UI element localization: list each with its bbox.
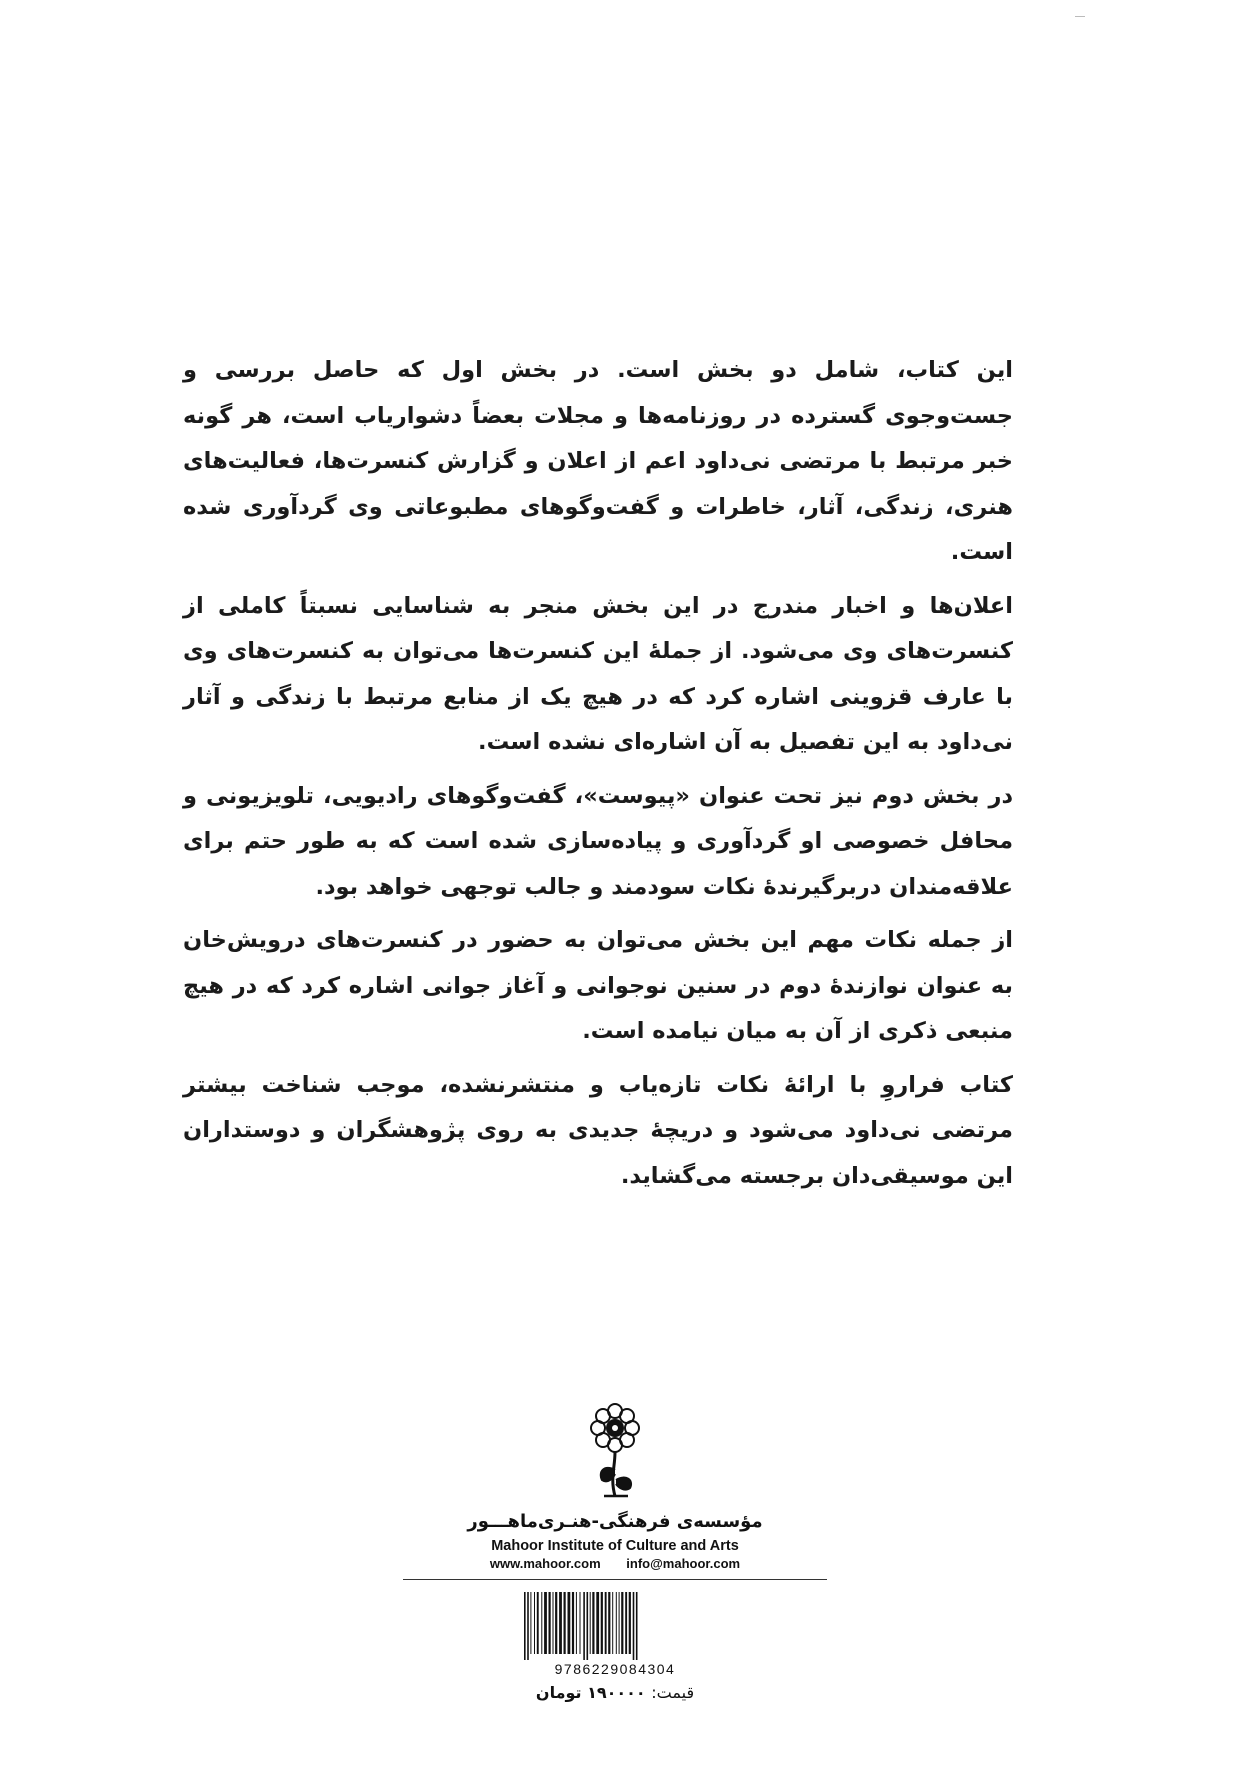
barcode-bar [537, 1592, 539, 1654]
barcode-bar [576, 1592, 577, 1654]
price [400, 1683, 830, 1702]
barcode-bars [520, 1592, 710, 1660]
publisher-block [400, 1398, 830, 1702]
barcode-bar [612, 1592, 613, 1654]
description-paragraph-5: کتاب فراروِ با ارائهٔ نکات تازه‌یاب و منتشرنشده، موجب شناخت بیشتر مرتضی نی‌داود می‌شود و دریچهٔ جدیدی به روی پژوهشگران و دوستداران این موسیقی‌دان برجسته می‌گشاید. [183, 1071, 1013, 1189]
publisher-website: www.mahoor.com [489, 1556, 601, 1571]
barcode-bar [580, 1592, 581, 1654]
book-description [183, 348, 1013, 1207]
description-paragraph-2: اعلان‌ها و اخبار مندرج در این بخش منجر به شناسایی نسبتاً کاملی از کنسرت‌های وی می‌شود. از جملهٔ این کنسرت‌ها می‌توان به کنسرت‌های وی با عارف قزوینی اشاره کرد که در هیچ یک از منابع مرتبط با زندگی و آثار نی‌داود به این تفصیل به آن اشاره‌ای نشده است. [183, 592, 1013, 755]
barcode-bar [549, 1592, 551, 1654]
publisher-email: info@mahoor.com [626, 1556, 741, 1571]
barcode-bar [564, 1592, 566, 1654]
barcode-bar [601, 1592, 603, 1654]
barcode-bar [590, 1592, 591, 1654]
barcode-bar [572, 1592, 574, 1654]
publisher-name-fa: مؤسسه‌ی فرهنگی-هنـری‌ماهـــور [467, 1511, 763, 1532]
barcode-bar [592, 1592, 594, 1654]
barcode-bar [619, 1592, 620, 1654]
barcode-bar [524, 1592, 526, 1660]
barcode-bar [583, 1592, 585, 1660]
barcode-bar [608, 1592, 610, 1654]
price-amount: ۱۹۰۰۰۰ [587, 1683, 646, 1702]
barcode-bar [621, 1592, 623, 1654]
barcode [520, 1592, 710, 1677]
price-label: قیمت: [651, 1683, 695, 1702]
barcode-bar [534, 1592, 535, 1654]
price-currency: تومان [535, 1683, 582, 1702]
publisher-contacts [400, 1556, 830, 1571]
barcode-bar [527, 1592, 529, 1660]
barcode-bar [553, 1592, 554, 1654]
barcode-bar [544, 1592, 547, 1654]
barcode-bar [625, 1592, 627, 1654]
corner-mark [1075, 16, 1085, 17]
barcode-bar [587, 1592, 589, 1660]
barcode-bar [596, 1592, 599, 1654]
barcode-bar [559, 1592, 562, 1654]
separator-line [403, 1579, 827, 1580]
isbn-number: 9786229084304 [554, 1661, 676, 1677]
description-paragraph-4: از جمله نکات مهم این بخش می‌توان به حضور در کنسرت‌های درویش‌خان به عنوان نوازندهٔ دوم در سنین نوجوانی و آغاز جوانی اشاره کرد که در هیچ منبعی ذکری از آن به میان نیامده است. [183, 927, 1013, 1044]
barcode-bar [530, 1592, 531, 1654]
barcode-bar [555, 1592, 557, 1654]
barcode-bar [541, 1592, 542, 1654]
barcode-bar [605, 1592, 607, 1654]
barcode-bar [568, 1592, 571, 1654]
barcode-bar [629, 1592, 631, 1654]
description-paragraph-3: در بخش دوم نیز تحت عنوان «پیوست»، گفت‌وگوهای رادیویی، تلویزیونی و محافل خصوصی او گردآوری و پیاده‌سازی شده است که به طور حتم برای علاقه‌مندان دربرگیرندهٔ نکات سودمند و جالب توجهی خواهد بود. [183, 782, 1013, 900]
barcode-bar [616, 1592, 617, 1654]
barcode-bar [633, 1592, 635, 1660]
description-paragraph-1: این کتاب، شامل دو بخش است. در بخش اول که حاصل بررسی و جست‌وجوی گسترده در روزنامه‌ها و مجلات بعضاً دشواریاب است، هر گونه خبر مرتبط با مرتضی نی‌داود اعم از اعلان و گزارش کنسرت‌ها، فعالیت‌های هنری، زندگی، آثار، خاطرات و گفت‌وگوهای مطبوعاتی وی گردآوری شده است. [183, 357, 1013, 565]
publisher-name-en: Mahoor Institute of Culture and Arts [491, 1538, 739, 1554]
mahoor-flower-logo-icon [580, 1398, 650, 1503]
barcode-bar [636, 1592, 638, 1660]
